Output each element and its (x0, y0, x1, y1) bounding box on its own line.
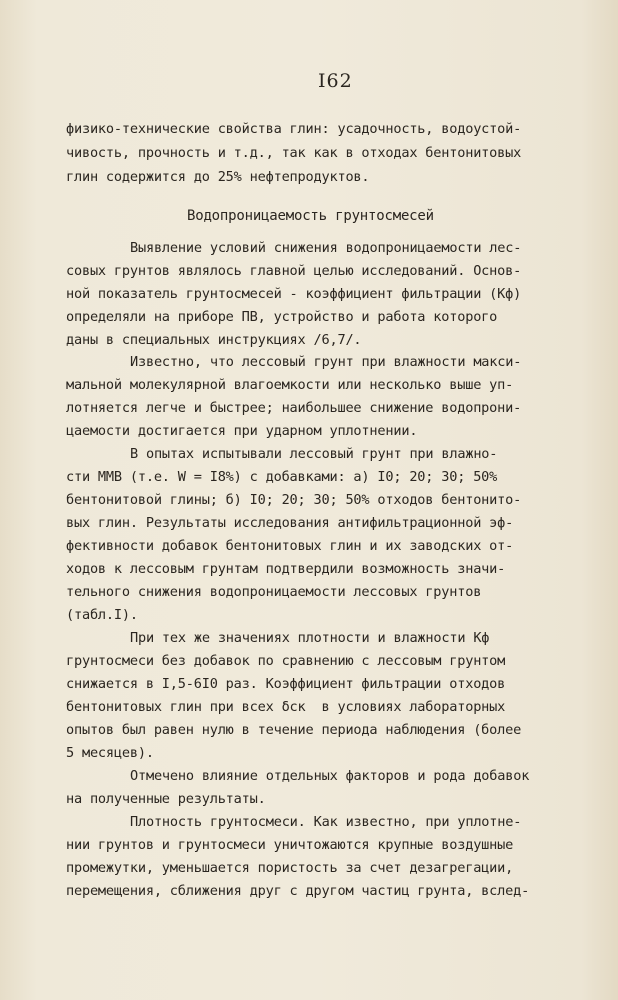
text-line: чивость, прочность и т.д., так как в отходах бентонитовых (66, 145, 522, 161)
text-line: Выявление условий снижения водопроницаемости лес- (130, 240, 522, 256)
text-line: Отмечено влияние отдельных факторов и рода добавок (130, 768, 530, 784)
text-line: цаемости достигается при ударном уплотнении. (66, 423, 418, 439)
text-line: на полученные результаты. (66, 791, 266, 807)
text-line: опытов был равен нулю в течение периода наблюдения (более (66, 722, 522, 738)
text-line: фективности добавок бентонитовых глин и их заводских от- (66, 538, 514, 554)
text-line: бентонитовой глины; б) I0; 20; 30; 50% отходов бентонито- (66, 492, 522, 508)
section-heading: Водопроницаемость грунтосмесей (187, 208, 434, 224)
text-line: Плотность грунтосмеси. Как известно, при уплотне- (130, 814, 522, 830)
text-line: ной показатель грунтосмесей - коэффициент фильтрации (Кф) (66, 286, 522, 302)
text-line: нии грунтов и грунтосмеси уничтожаются крупные воздушные (66, 837, 514, 853)
text-line: тельного снижения водопроницаемости лессовых грунтов (66, 584, 482, 600)
text-line: лотняется легче и быстрее; наибольшее снижение водопрони- (66, 400, 522, 416)
text-line: В опытах испытывали лессовый грунт при влажно- (130, 446, 498, 462)
text-line: даны в специальных инструкциях /6,7/. (66, 332, 362, 348)
text-line: физико-технические свойства глин: усадочность, водоустой- (66, 121, 522, 137)
text-line: совых грунтов являлось главной целью исследований. Основ- (66, 263, 522, 279)
page-number: I62 (318, 70, 353, 92)
text-line: снижается в I,5-6I0 раз. Коэффициент фильтрации отходов (66, 676, 506, 692)
text-line: определяли на приборе ПВ, устройство и работа которого (66, 309, 498, 325)
text-line: вых глин. Результаты исследования антифильтрационной эф- (66, 515, 514, 531)
text-line: промежутки, уменьшается пористость за счет дезагрегации, (66, 860, 514, 876)
text-line: перемещения, сближения друг с другом частиц грунта, вслед- (66, 883, 530, 899)
text-line: ходов к лессовым грунтам подтвердили возможность значи- (66, 561, 506, 577)
text-line: мальной молекулярной влагоемкости или несколько выше уп- (66, 377, 514, 393)
text-line: 5 месяцев). (66, 745, 154, 761)
text-line: (табл.I). (66, 607, 138, 623)
text-line: грунтосмеси без добавок по сравнению с лессовым грунтом (66, 653, 506, 669)
text-line: бентонитовых глин при всех δск в условиях лабораторных (66, 699, 506, 715)
text-line: Известно, что лессовый грунт при влажности макси- (130, 354, 522, 370)
text-line: глин содержится до 25% нефтепродуктов. (66, 169, 370, 185)
text-line: При тех же значениях плотности и влажности Кф (130, 630, 490, 646)
text-line: сти ММВ (т.е. W = I8%) с добавками: а) I0; 20; 30; 50% (66, 469, 498, 485)
